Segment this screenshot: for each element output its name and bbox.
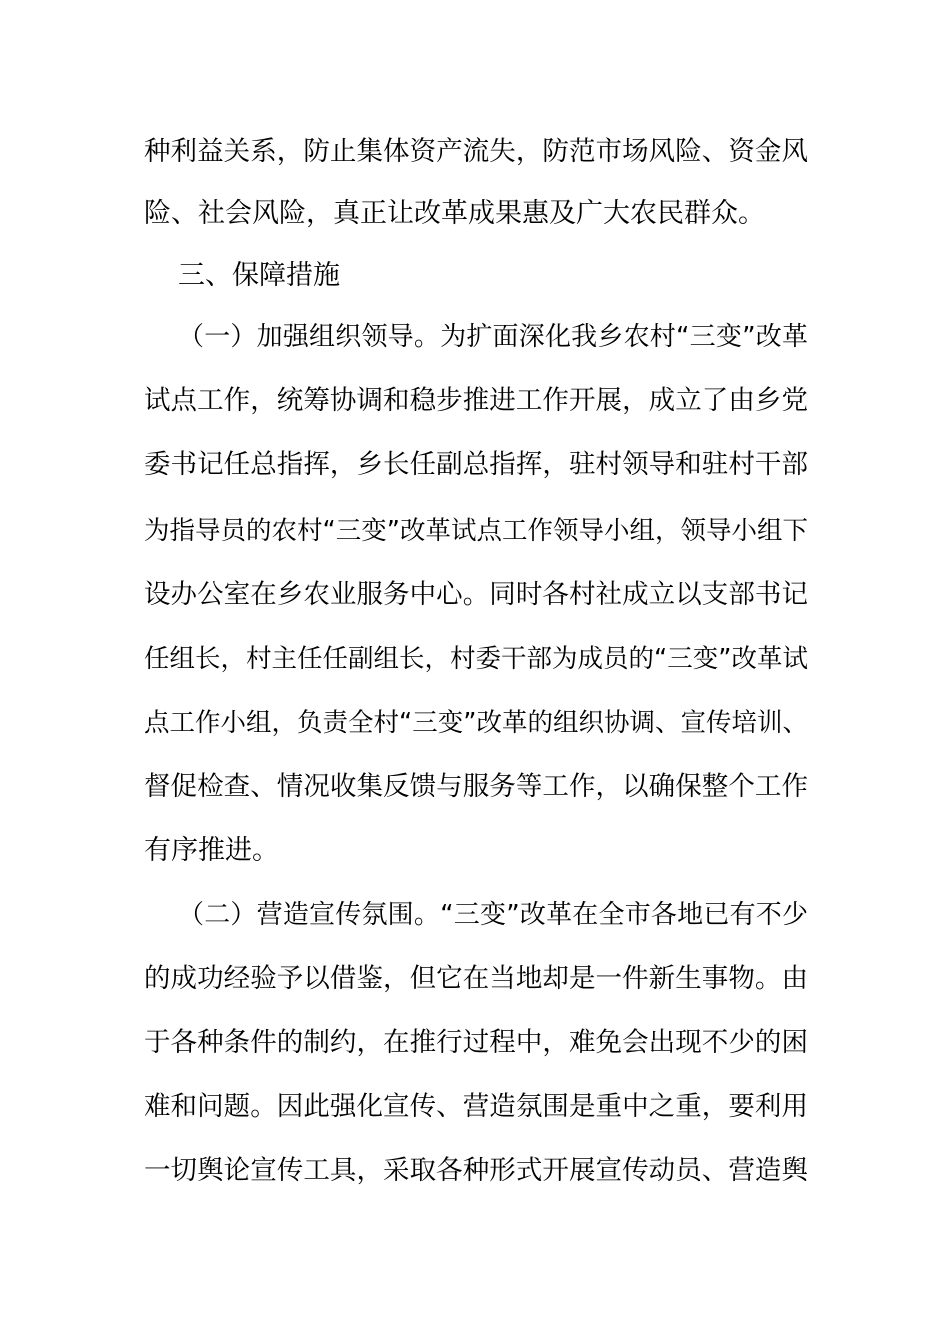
body-text-line: 点工作小组，负责全村“三变”改革的组织协调、宣传培训、 bbox=[144, 708, 808, 738]
section-heading: 三、保障措施 bbox=[178, 260, 340, 291]
body-text-line: 督促检查、情况收集反馈与服务等工作，以确保整个工作 bbox=[144, 771, 808, 802]
body-text-line: 委书记任总指挥，乡长任副总指挥，驻村领导和驻村干部 bbox=[144, 449, 808, 480]
body-text-line: 种利益关系，防止集体资产流失，防范市场风险、资金风 bbox=[144, 136, 808, 167]
body-text-line: 难和问题。因此强化宣传、营造氛围是重中之重，要利用 bbox=[144, 1091, 808, 1122]
body-text-line: 有序推进。 bbox=[144, 835, 279, 866]
body-text-line: （一）加强组织领导。为扩面深化我乡农村“三变”改革 bbox=[178, 322, 808, 352]
body-text-line: 险、社会风险，真正让改革成果惠及广大农民群众。 bbox=[144, 198, 765, 229]
body-text-line: （二）营造宣传氛围。“三变”改革在全市各地已有不少 bbox=[178, 900, 808, 930]
body-text-line: 的成功经验予以借鉴，但它在当地却是一件新生事物。由 bbox=[144, 963, 808, 994]
body-text-line: 为指导员的农村“三变”改革试点工作领导小组，领导小组下 bbox=[144, 516, 808, 546]
body-text-line: 设办公室在乡农业服务中心。同时各村社成立以支部书记 bbox=[144, 579, 808, 610]
body-text-line: 于各种条件的制约，在推行过程中，难免会出现不少的困 bbox=[144, 1027, 808, 1058]
body-text-line: 任组长，村主任任副组长，村委干部为成员的“三变”改革试 bbox=[144, 644, 808, 674]
body-text-line: 一切舆论宣传工具，采取各种形式开展宣传动员、营造舆 bbox=[144, 1155, 808, 1186]
body-text-line: 试点工作，统筹协调和稳步推进工作开展，成立了由乡党 bbox=[144, 385, 808, 416]
